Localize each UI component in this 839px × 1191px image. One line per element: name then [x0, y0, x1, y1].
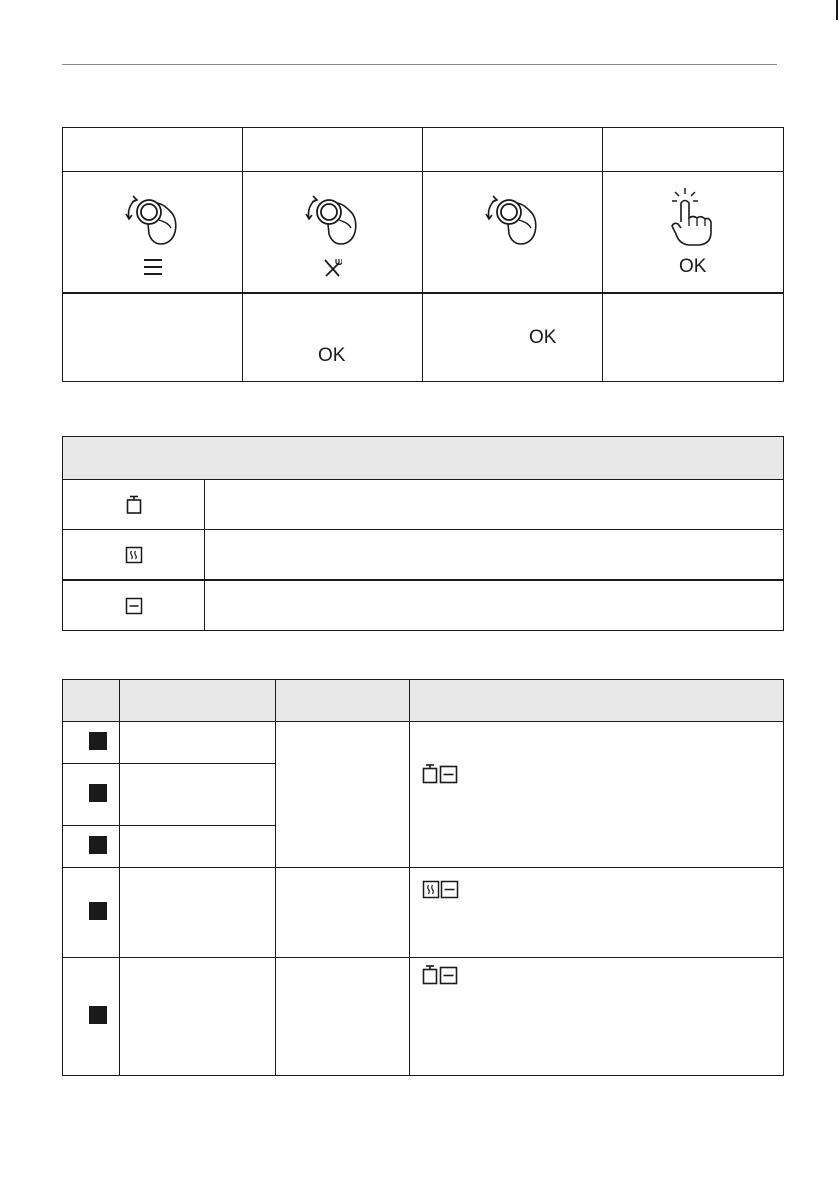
program-cell	[120, 868, 276, 958]
program-cell	[276, 722, 410, 868]
step-header-2	[243, 128, 423, 172]
step-text-cell-3	[423, 293, 603, 382]
symbol-table-title	[63, 437, 784, 480]
minus-box-icon	[441, 968, 457, 984]
program-cell	[120, 764, 276, 826]
symbol-icon-cell	[63, 530, 205, 581]
header-rule	[62, 64, 777, 65]
step-text-1	[63, 293, 243, 382]
square-marker	[89, 1006, 107, 1024]
step-icon-cell-3	[423, 172, 603, 294]
heat-icon	[424, 882, 439, 898]
heat-icon	[125, 546, 143, 564]
timer-minus-icons	[422, 964, 460, 986]
heat-minus-icons	[422, 880, 460, 900]
square-marker	[89, 784, 107, 802]
program-table-header	[63, 680, 784, 722]
program-cell	[120, 826, 276, 868]
step-icon-cell-4	[603, 172, 784, 294]
program-cell	[276, 958, 410, 1076]
marker-cell	[63, 722, 120, 764]
program-cell	[120, 958, 276, 1076]
program-header-1	[63, 680, 120, 722]
step-header-1	[63, 128, 243, 172]
symbol-icon-cell	[63, 580, 205, 631]
program-row	[63, 722, 784, 764]
marker-cell	[63, 868, 120, 958]
symbol-row	[63, 480, 784, 530]
rotate-knob-icon	[481, 186, 541, 248]
program-header-4	[410, 680, 784, 722]
program-row	[63, 868, 784, 958]
step-header-4	[603, 128, 784, 172]
step-header-3	[423, 128, 603, 172]
program-icon-cell	[410, 722, 784, 868]
symbol-table	[62, 436, 784, 631]
program-header-3	[276, 680, 410, 722]
square-marker	[89, 732, 107, 750]
symbol-row	[63, 580, 784, 631]
step-icon-cell-1	[63, 172, 243, 294]
cutlery-icon	[322, 258, 342, 278]
rotate-knob-icon	[121, 186, 181, 248]
menu-icon	[143, 257, 163, 277]
timer-icon	[125, 495, 143, 515]
program-icon-cell	[410, 958, 784, 1076]
minus-box-icon	[442, 882, 458, 898]
program-table	[62, 679, 784, 1076]
press-finger-icon	[669, 186, 715, 248]
timer-icon	[424, 966, 437, 984]
symbol-table-header	[63, 437, 784, 480]
ok-label: OK	[318, 345, 346, 366]
step-table-header	[63, 128, 784, 172]
step-icon-cell-2	[243, 172, 423, 294]
rotate-knob-icon	[301, 186, 361, 248]
marker-cell	[63, 958, 120, 1076]
timer-minus-icons	[422, 763, 460, 785]
program-cell	[276, 868, 410, 958]
symbol-text	[205, 480, 784, 530]
program-header-2	[120, 680, 276, 722]
program-icon-cell	[410, 868, 784, 958]
ok-label: OK	[529, 327, 557, 348]
symbol-row	[63, 530, 784, 581]
step-table	[62, 127, 784, 382]
symbol-text	[205, 530, 784, 581]
step-icon-row	[63, 172, 784, 294]
minus-box-icon	[441, 767, 457, 783]
symbol-icon-cell	[63, 480, 205, 530]
step-text-cell-2	[243, 293, 423, 382]
marker-cell	[63, 764, 120, 826]
step-text-row	[63, 293, 784, 382]
program-cell	[120, 722, 276, 764]
symbol-text	[205, 580, 784, 631]
minus-box-icon	[125, 597, 143, 615]
program-row	[63, 958, 784, 1076]
square-marker	[89, 836, 107, 854]
ok-symbol: OK	[679, 256, 707, 277]
page-edge-mark	[836, 0, 838, 20]
square-marker	[89, 902, 107, 920]
timer-icon	[424, 765, 437, 783]
step-text-4	[603, 293, 784, 382]
marker-cell	[63, 826, 120, 868]
